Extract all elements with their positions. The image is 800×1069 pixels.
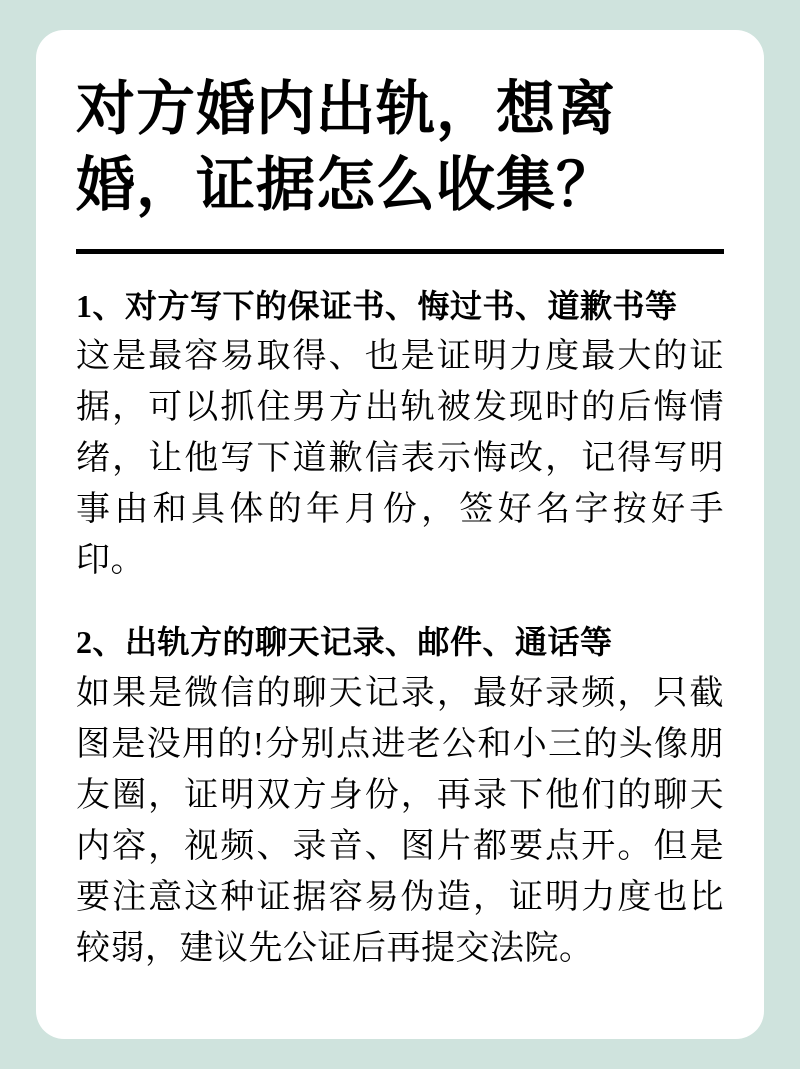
section-2-heading: 2、出轨方的聊天记录、邮件、通话等 — [76, 624, 613, 661]
section-1-body: 这是最容易取得、也是证明力度最大的证据，可以抓住男方出轨被发现时的后悔情绪，让他写下道歉信表示悔改，记得写明事由和具体的年月份，签好名字按好手印。 — [76, 338, 724, 580]
title-divider — [76, 249, 724, 254]
content-card — [36, 30, 764, 1039]
section-1-heading: 1、对方写下的保证书、悔过书、道歉书等 — [76, 288, 678, 325]
section-1 — [76, 284, 724, 586]
page-title: 对方婚内出轨，想离婚，证据怎么收集？ — [76, 76, 617, 218]
section-2-body: 如果是微信的聊天记录，最好录频，只截图是没用的!分别点进老公和小三的头像朋友圈，证明双方身份，再录下他们的聊天内容，视频、录音、图片都要点开。但是要注意这种证据容易伪造，证明力度也比较弱，建议先公证后再提交法院。 — [76, 674, 724, 967]
section-2 — [76, 620, 724, 973]
